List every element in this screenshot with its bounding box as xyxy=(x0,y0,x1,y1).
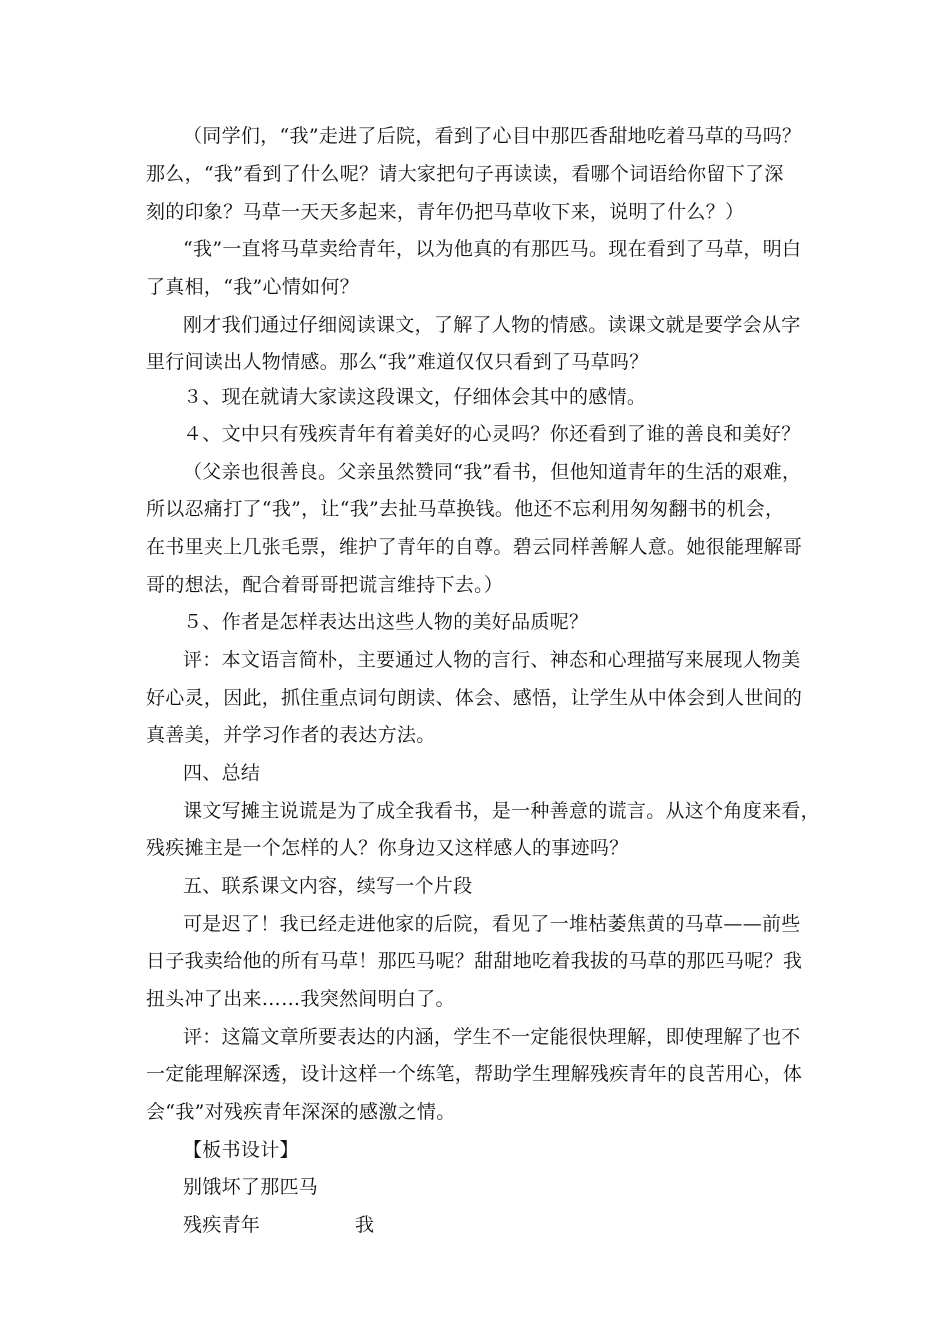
text-line: ５、作者是怎样表达出这些人物的美好品质呢？ xyxy=(183,611,589,633)
text-line: 里行间读出人物情感。那么“我”难道仅仅只看到了马草吗？ xyxy=(146,351,649,373)
board-title: 别饿坏了那匹马 xyxy=(183,1176,319,1198)
text-line: “我”一直将马草卖给青年，以为他真的有那匹马。现在看到了马草，明白 xyxy=(183,238,802,260)
board-item-left: 残疾青年 xyxy=(183,1214,261,1236)
text-line: 真善美，并学习作者的表达方法。 xyxy=(146,724,436,746)
text-line: 可是迟了！我已经走进他家的后院，看见了一堆枯萎焦黄的马草——前些 xyxy=(183,913,801,935)
text-line: 了真相，“我”心情如何？ xyxy=(146,276,360,298)
text-line: （父亲也很善良。父亲虽然赞同“我”看书，但他知道青年的生活的艰难， xyxy=(183,461,802,483)
section-heading: 五、联系课文内容，续写一个片段 xyxy=(183,875,473,897)
text-line: 评：这篇文章所要表达的内涵，学生不一定能很快理解，即使理解了也不 xyxy=(183,1026,801,1048)
board-item-right: 我 xyxy=(355,1214,375,1236)
text-line: 所以忍痛打了“我”，让“我”去扯马草换钱。他还不忘利用匆匆翻书的机会， xyxy=(146,498,785,520)
text-line: 在书里夹上几张毛票，维护了青年的自尊。碧云同样善解人意。她很能理解哥 xyxy=(146,536,803,558)
text-line: 那么，“我”看到了什么呢？请大家把句子再读读，看哪个词语给你留下了深 xyxy=(146,163,784,185)
text-line: ３、现在就请大家读这段课文，仔细体会其中的感情。 xyxy=(183,386,647,408)
text-line: 扭头冲了出来……我突然间明白了。 xyxy=(146,988,455,1010)
text-line: （同学们，“我”走进了后院，看到了心目中那匹香甜地吃着马草的马吗？ xyxy=(183,125,802,147)
section-heading: 四、总结 xyxy=(183,762,261,784)
text-line: 课文写摊主说谎是为了成全我看书，是一种善意的谎言。从这个角度来看， xyxy=(183,800,820,822)
text-line: 残疾摊主是一个怎样的人？你身边又这样感人的事迹吗？ xyxy=(146,837,629,859)
text-line: 评：本文语言简朴，主要通过人物的言行、神态和心理描写来展现人物美 xyxy=(183,649,801,671)
text-line: ４、文中只有残疾青年有着美好的心灵吗？你还看到了谁的善良和美好？ xyxy=(183,423,801,445)
text-line: 刚才我们通过仔细阅读课文，了解了人物的情感。读课文就是要学会从字 xyxy=(183,314,801,336)
text-line: 日子我卖给他的所有马草！那匹马呢？甜甜地吃着我拔的马草的那匹马呢？我 xyxy=(146,950,803,972)
text-line: 好心灵，因此，抓住重点词句朗读、体会、感悟，让学生从中体会到人世间的 xyxy=(146,687,803,709)
text-line: 一定能理解深透，设计这样一个练笔，帮助学生理解残疾青年的良苦用心，体 xyxy=(146,1063,803,1085)
board-design-heading: 【板书设计】 xyxy=(183,1139,299,1161)
text-line: 会“我”对残疾青年深深的感激之情。 xyxy=(146,1101,456,1123)
text-line: 刻的印象？马草一天天多起来，青年仍把马草收下来，说明了什么？） xyxy=(146,201,745,223)
text-line: 哥的想法，配合着哥哥把谎言维持下去。） xyxy=(146,574,504,596)
